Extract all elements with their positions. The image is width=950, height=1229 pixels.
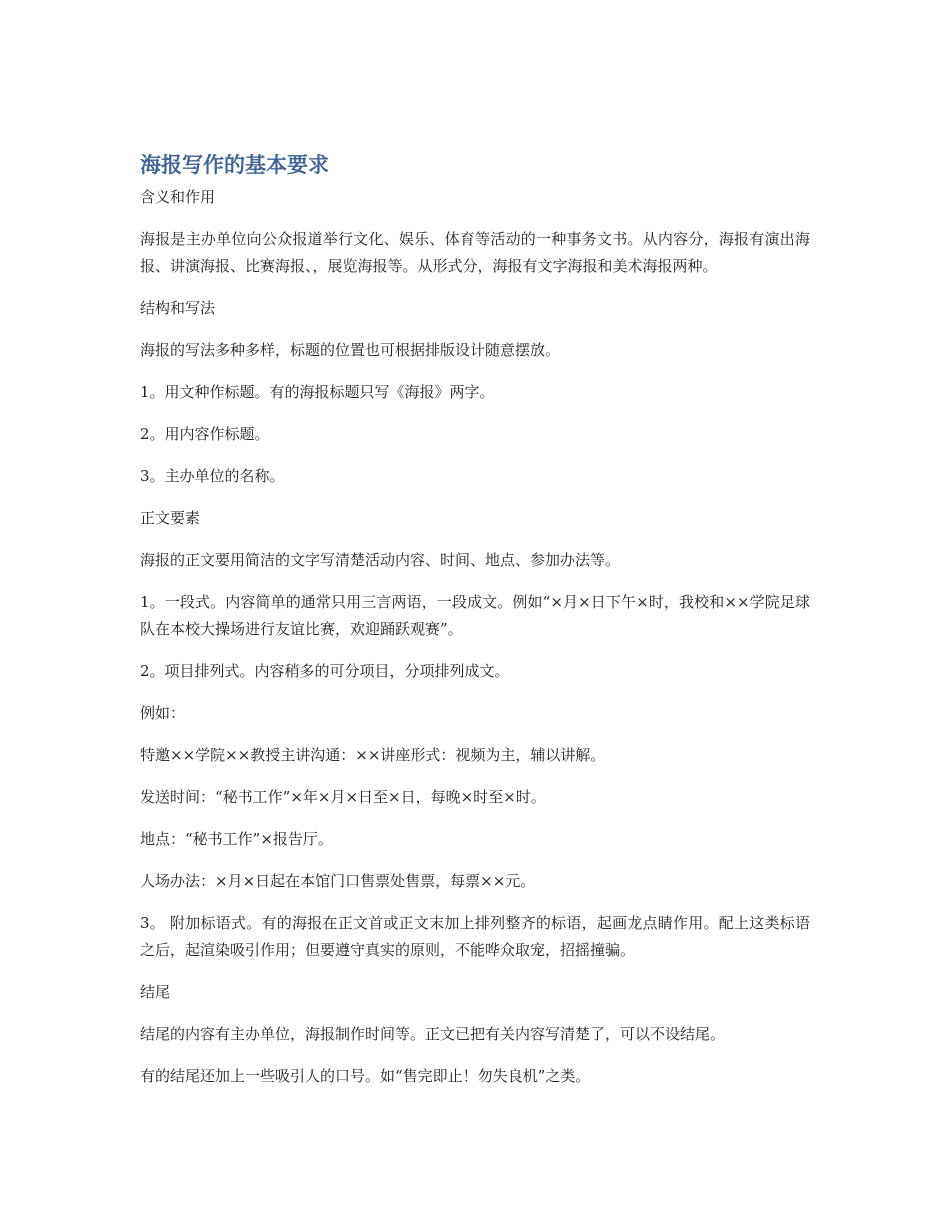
section-heading-meaning: 含义和作用	[140, 188, 216, 206]
document-page	[140, 150, 810, 1105]
section-heading-body: 正文要素	[140, 509, 201, 527]
paragraph: 海报的写法多种多样，标题的位置也可根据排版设计随意摆放。	[140, 341, 561, 359]
section-heading-ending: 结尾	[140, 983, 171, 1001]
paragraph: 海报是主办单位向公众报道举行文化、娱乐、体育等活动的一种事务文书。从内容分，海报有演出海报、讲演海报、比赛海报、，展览海报等。从形式分，海报有文字海报和美术海报两种。	[140, 230, 810, 275]
example-line: 发送时间：“秘书工作”×年×月×日至×日，每晚×时至×时。	[140, 788, 546, 806]
list-item: 2。用内容作标题。	[140, 425, 270, 443]
paragraph: 有的结尾还加上一些吸引人的口号。如“售完即止！勿失良机”之类。	[140, 1067, 591, 1085]
example-line: 地点：“秘书工作”×报告厅。	[140, 830, 333, 848]
example-line: 人场办法：×月×日起在本馆门口售票处售票，每票××元。	[140, 872, 536, 890]
list-item: 3。主办单位的名称。	[140, 467, 285, 485]
paragraph: 结尾的内容有主办单位，海报制作时间等。正文已把有关内容写清楚了，可以不设结尾。	[140, 1025, 726, 1043]
paragraph: 海报的正文要用简洁的文字写清楚活动内容、时间、地点、参加办法等。	[140, 551, 621, 569]
list-item: 3。 附加标语式。有的海报在正文首或正文末加上排列整齐的标语，起画龙点睛作用。配上这类标语之后，起渲染吸引作用；但要遵守真实的原则，不能哗众取宠，招摇撞骗。	[140, 914, 810, 959]
example-line: 特邀××学院××教授主讲沟通：××讲座形式：视频为主，辅以讲解。	[140, 746, 606, 764]
list-item: 2。项目排列式。内容稍多的可分项目，分项排列成文。	[140, 662, 510, 680]
list-item: 1。用文种作标题。有的海报标题只写《海报》两字。	[140, 383, 495, 401]
paragraph: 例如：	[140, 704, 186, 722]
list-item: 1。一段式。内容简单的通常只用三言两语，一段成文。例如“×月×日下午×时，我校和××学院足球队在本校大操场进行友谊比赛，欢迎踊跃观赛”。	[140, 593, 810, 638]
document-title: 海报写作的基本要求	[140, 153, 329, 177]
section-heading-structure: 结构和写法	[140, 299, 216, 317]
